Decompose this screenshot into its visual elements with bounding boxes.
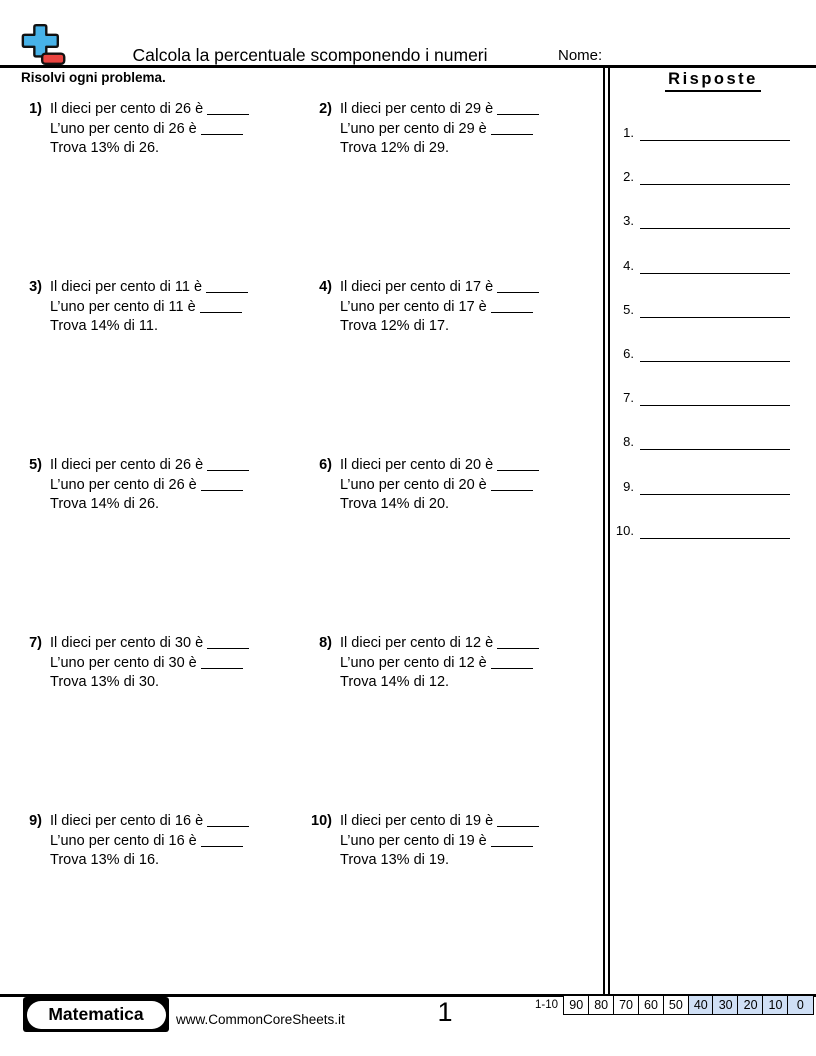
problem-text [340,278,539,337]
problem [6,278,300,337]
problem-sentence: Il dieci per cento di 26 è [50,101,204,117]
problem-text-line [50,832,249,852]
answer-blank [206,280,248,293]
problem-sentence: L’uno per cento di 29 è [340,120,487,137]
problem-text-line [50,317,248,337]
answer-number: 4. [623,258,634,273]
answer-row [608,298,790,318]
problem [6,812,300,871]
problem-text-line [340,278,539,298]
answer-blank [497,102,539,115]
answer-number: 9. [623,479,634,494]
problem-sentence: Il dieci per cento di 17 è [340,279,494,295]
answer-blank [497,814,539,827]
problem [6,634,300,693]
score-cell: 60 [638,995,665,1015]
header-rule [0,65,816,68]
problem-text-line [340,495,539,515]
score-cell: 80 [588,995,615,1015]
answer-number: 6. [623,346,634,361]
score-cell: 70 [613,995,640,1015]
name-label: Nome: [558,47,603,64]
problem-sentence: Il dieci per cento di 12 è [340,635,494,651]
problem-text-line [50,812,249,832]
problem [296,278,590,337]
problem-sentence: Il dieci per cento di 19 è [340,813,494,829]
problem-number: 9) [29,813,42,829]
answers-panel-header [610,70,816,92]
problem-sentence: Trova 13% di 19. [340,852,450,869]
answer-row [608,475,790,495]
score-cell: 0 [787,995,814,1015]
answer-blank [497,280,539,293]
problem-number: 8) [319,635,332,651]
problem-number: 1) [29,101,42,117]
score-cell: 90 [563,995,590,1015]
problem-text-line [340,654,539,674]
problem-number: 6) [319,457,332,473]
plus-minus-icon [21,23,67,66]
problem-text-line [340,456,539,476]
problem-sentence: Trova 12% di 17. [340,318,450,335]
problem-sentence: L’uno per cento di 19 è [340,832,487,849]
answer-line [640,430,790,450]
answer-blank [207,102,249,115]
answer-number: 1. [623,125,634,140]
answer-blank [207,814,249,827]
problem-number: 5) [29,457,42,473]
problem-text-line [50,673,249,693]
answer-blank [491,300,533,313]
problem-text [340,812,539,871]
answer-number: 2. [623,169,634,184]
instructions-label: Risolvi ogni problema. [21,70,166,85]
problem-text-line [340,673,539,693]
answer-blank [201,656,243,669]
problem-sentence: L’uno per cento di 12 è [340,654,487,671]
problem-sentence: Trova 13% di 16. [50,852,160,869]
answer-line [640,254,790,274]
problem-text-line [340,139,539,159]
problem-sentence: Trova 13% di 30. [50,674,160,691]
answer-blank [200,300,242,313]
problem-sentence: L’uno per cento di 16 è [50,832,197,849]
problem-number: 2) [319,101,332,117]
problem-sentence: Il dieci per cento di 29 è [340,101,494,117]
subject-badge [23,997,169,1032]
problem-text-line [340,851,539,871]
problem-sentence: L’uno per cento di 26 è [50,476,197,493]
score-cell: 20 [737,995,764,1015]
problem-sentence: Trova 14% di 11. [50,318,158,335]
answer-row [608,430,790,450]
problem-text-line [340,317,539,337]
problem-text-line [340,832,539,852]
answer-blank [491,834,533,847]
problem-sentence: Trova 12% di 29. [340,140,450,157]
problem-text-line [50,851,249,871]
problem-sentence: Trova 14% di 20. [340,496,450,513]
problem-sentence: Trova 13% di 26. [50,140,160,157]
score-cell: 10 [762,995,789,1015]
page-number: 1 [437,997,453,1027]
problem-text [50,278,248,337]
answer-row [608,165,790,185]
answer-blank [201,122,243,135]
problem-text-line [50,456,249,476]
problem-text-line [50,495,249,515]
plus-shape [23,25,58,56]
problem-text [50,634,249,693]
problem-text-line [50,120,249,140]
problem-text-line [340,120,539,140]
page-title: Calcola la percentuale scomponendo i numeri [132,45,488,65]
problem-sentence: Trova 14% di 12. [340,674,450,691]
problem-number: 3) [29,279,42,295]
answer-line [640,475,790,495]
problem-text [340,456,539,515]
answer-blank [201,834,243,847]
problem-sentence: Trova 14% di 26. [50,496,160,513]
problem-sentence: L’uno per cento di 11 è [50,298,196,315]
answer-blank [207,458,249,471]
problem [296,812,590,871]
problem-text-line [340,298,539,318]
problem-number: 7) [29,635,42,651]
problem-sentence: Il dieci per cento di 20 è [340,457,494,473]
problem-text-line [340,812,539,832]
score-range-label: 1-10 [534,999,558,1011]
answer-row [608,519,790,539]
score-cell: 40 [688,995,715,1015]
problem [296,634,590,693]
answer-blank [201,478,243,491]
answer-blank [491,656,533,669]
problem-text-line [340,476,539,496]
answer-blank [491,478,533,491]
problem-sentence: Il dieci per cento di 16 è [50,813,204,829]
answer-row [608,386,790,406]
problem-number: 4) [319,279,332,295]
answer-line [640,121,790,141]
score-cell: 50 [663,995,690,1015]
subject-badge-label: Matematica [27,1001,166,1029]
problem-text-line [50,100,249,120]
problem-sentence: Il dieci per cento di 30 è [50,635,204,651]
problem-number: 10) [311,813,332,829]
problem [296,456,590,515]
problem-text-line [50,634,249,654]
answer-blank [497,636,539,649]
problem-text-line [340,100,539,120]
score-grid [563,995,814,1015]
answer-blank [497,458,539,471]
answer-line [640,342,790,362]
problem-text [340,100,539,159]
problem-sentence: L’uno per cento di 26 è [50,120,197,137]
answers-title: Risposte [665,70,761,92]
answer-number: 3. [623,213,634,228]
problem-text-line [50,654,249,674]
answer-row [608,121,790,141]
problem [6,456,300,515]
problem-sentence: L’uno per cento di 20 è [340,476,487,493]
answer-line [640,165,790,185]
answer-number: 7. [623,390,634,405]
minus-shape [42,54,64,64]
answer-line [640,298,790,318]
problem-sentence: Il dieci per cento di 26 è [50,457,204,473]
problem-text-line [50,476,249,496]
problem-text-line [50,298,248,318]
problem-sentence: Il dieci per cento di 11 è [50,279,203,295]
answer-number: 5. [623,302,634,317]
answer-row [608,209,790,229]
website-label: www.CommonCoreSheets.it [176,1012,345,1027]
answer-line [640,519,790,539]
problem-text [50,100,249,159]
problem [6,100,300,159]
answer-row [608,254,790,274]
score-cell: 30 [712,995,739,1015]
answer-blank [491,122,533,135]
problem-text-line [50,139,249,159]
answer-line [640,386,790,406]
problem-text [340,634,539,693]
problem-sentence: L’uno per cento di 30 è [50,654,197,671]
answer-number: 10. [615,523,634,538]
problem-text [50,812,249,871]
problem-sentence: L’uno per cento di 17 è [340,298,487,315]
answer-row [608,342,790,362]
problem-text [50,456,249,515]
problem-text-line [340,634,539,654]
answer-line [640,209,790,229]
answer-number: 8. [623,434,634,449]
problem [296,100,590,159]
answer-blank [207,636,249,649]
problem-text-line [50,278,248,298]
